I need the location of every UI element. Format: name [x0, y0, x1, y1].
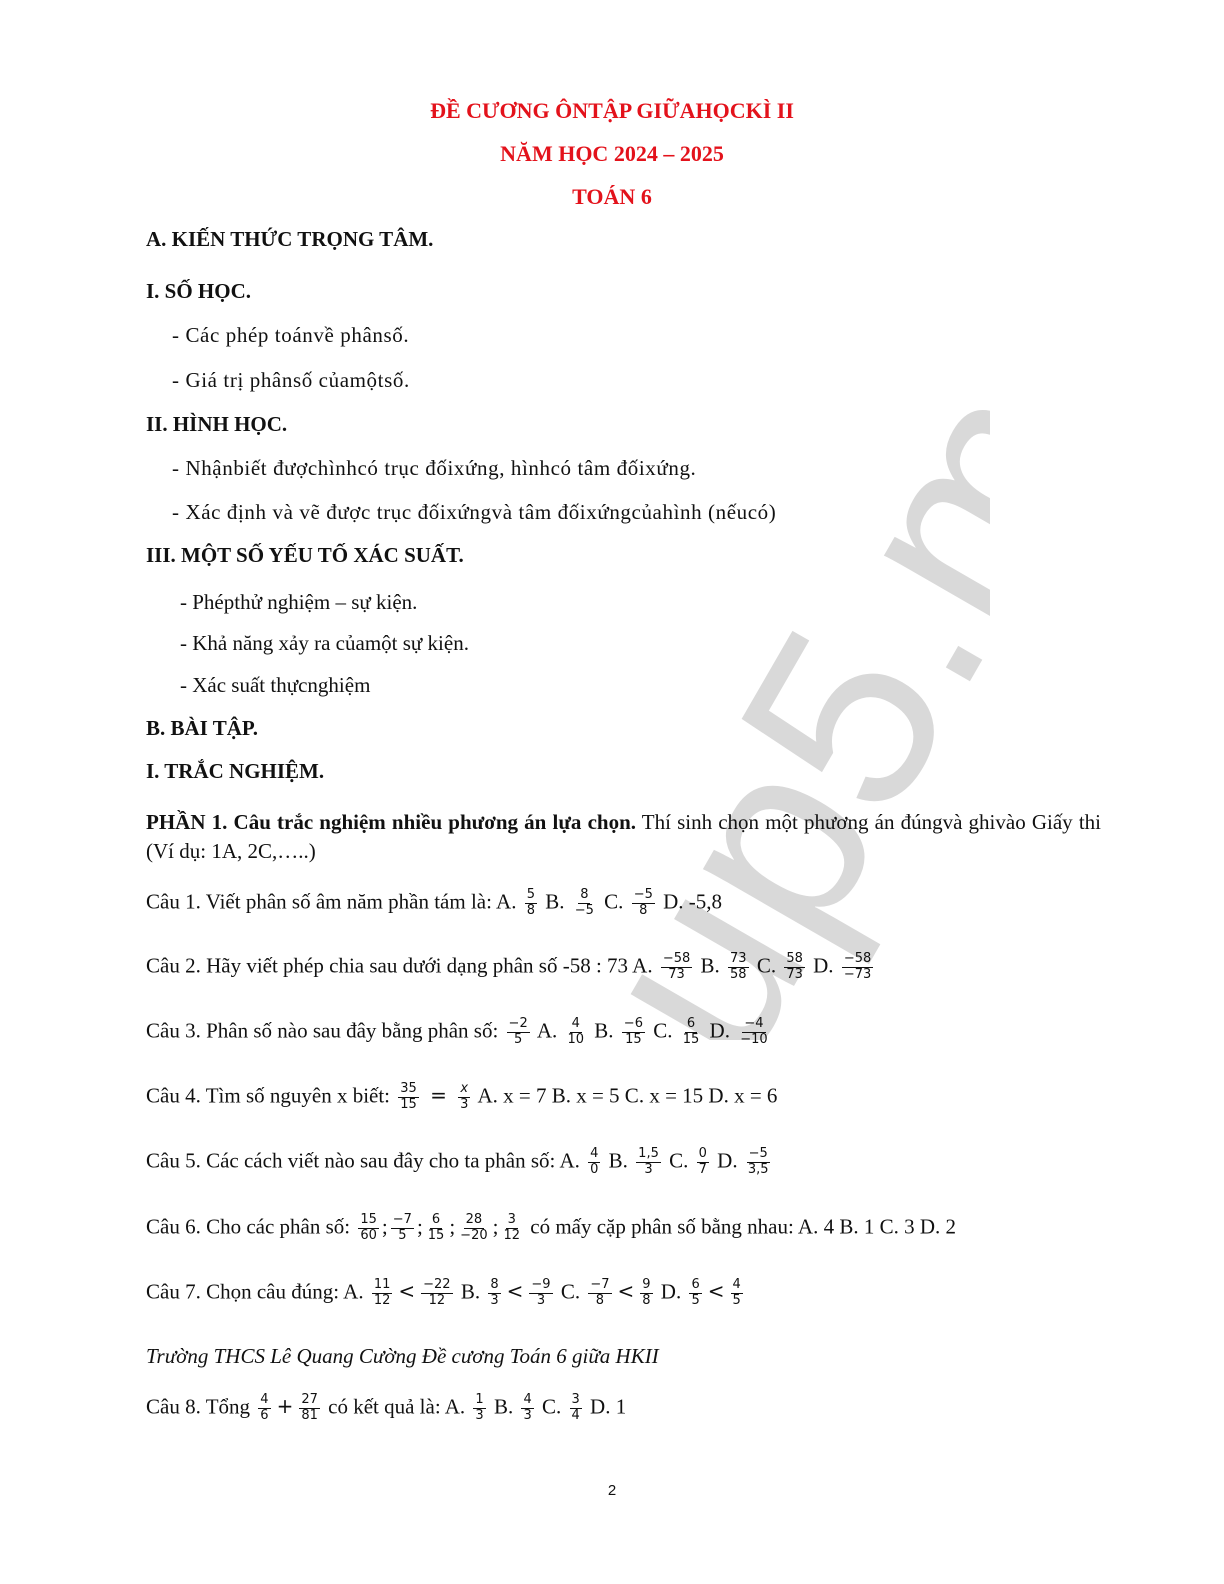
part1-heading: I. SỐ HỌC.	[146, 279, 252, 303]
separator: ;	[416, 1214, 423, 1239]
question-text: Câu 7. Chọn câu đúng: A.	[146, 1279, 364, 1304]
denominator: −73	[843, 966, 872, 982]
numerator: 4	[260, 1392, 269, 1407]
denominator: 3,5	[747, 1161, 769, 1177]
section-b-heading: B. BÀI TẬP.	[146, 716, 259, 740]
option-label: B.	[545, 889, 565, 914]
part2-item: - Nhậnbiết đượchìnhcó trục đốixứng, hìnhcó tâm đốixứng.	[172, 456, 697, 480]
less-than-sign: <	[707, 1279, 725, 1304]
denominator: 12	[373, 1292, 391, 1308]
option-text: D. -5,8	[663, 889, 723, 914]
fraction	[391, 1213, 414, 1244]
numerator: 4	[590, 1146, 599, 1161]
fraction	[622, 1017, 645, 1048]
option-label: C.	[604, 889, 624, 914]
option-label: D.	[709, 1018, 730, 1043]
less-than-sign: <	[506, 1279, 524, 1304]
denominator: 15	[682, 1031, 700, 1047]
fraction	[473, 1393, 485, 1424]
numerator: 15	[360, 1212, 377, 1227]
numerator: −7	[392, 1212, 412, 1227]
option-label: B.	[700, 953, 720, 978]
denominator: 12	[503, 1227, 520, 1243]
numerator: 8	[580, 887, 589, 902]
part1-instruction	[146, 808, 1101, 867]
denominator: 10	[567, 1031, 585, 1047]
denominator: 12	[428, 1292, 446, 1308]
watermark-text: up5.me	[538, 340, 990, 1040]
separator: ;	[492, 1214, 499, 1239]
fraction	[728, 952, 749, 983]
fraction	[636, 1147, 661, 1178]
separator: ;	[449, 1214, 456, 1239]
numerator: −5	[748, 1146, 768, 1161]
numerator: 11	[373, 1277, 391, 1292]
denominator: 60	[360, 1227, 377, 1243]
fraction	[565, 1017, 586, 1048]
page-number: 2	[607, 1482, 617, 1499]
numerator: 5	[526, 887, 535, 902]
fraction	[588, 1147, 600, 1178]
part3-item: - Khả năng xảy ra củamột sự kiện.	[180, 631, 469, 655]
fraction	[689, 1278, 701, 1309]
fraction	[738, 1017, 769, 1048]
denominator: 58	[730, 966, 747, 982]
numerator: 0	[698, 1146, 707, 1161]
option-label: C.	[560, 1279, 581, 1304]
question-2	[146, 952, 876, 983]
option-label: D.	[813, 953, 834, 978]
fraction	[507, 1017, 530, 1048]
denominator: 73	[786, 966, 803, 982]
question-3	[146, 1017, 773, 1048]
fraction	[521, 1393, 533, 1424]
option-text: D. 1	[590, 1394, 627, 1419]
numerator: 1,5	[638, 1146, 659, 1161]
denominator: 3	[644, 1161, 653, 1177]
denominator: 3	[475, 1407, 484, 1423]
question-7	[146, 1278, 746, 1309]
denominator: 3	[536, 1292, 546, 1308]
question-text: Câu 6. Cho các phân số:	[146, 1214, 351, 1239]
separator: ;	[381, 1214, 388, 1239]
question-tail: có mấy cặp phân số bằng nhau: A. 4 B. 1 C. 3 D. 2	[530, 1214, 957, 1239]
denominator: 7	[698, 1161, 707, 1177]
question-1	[146, 888, 722, 919]
numerator: 28	[465, 1212, 483, 1227]
numerator: −5	[633, 887, 653, 902]
fraction	[632, 888, 655, 919]
fraction	[573, 888, 596, 919]
option-label: D.	[717, 1148, 738, 1173]
numerator: −9	[531, 1277, 551, 1292]
option-label: C.	[669, 1148, 689, 1173]
denominator: 5	[398, 1227, 407, 1243]
numerator: 1	[475, 1392, 484, 1407]
less-than-sign: <	[398, 1279, 416, 1304]
fraction	[258, 1393, 270, 1424]
equals-sign: =	[430, 1083, 447, 1108]
numerator: −6	[623, 1016, 643, 1031]
part-instruction-text: Thí sinh chọn một phương án đúngvà ghivào Giấy thi (Ví dụ: 1A, 2C,…..)	[146, 810, 1101, 864]
fraction	[661, 952, 692, 983]
question-6	[146, 1213, 956, 1244]
numerator: 4	[732, 1277, 741, 1292]
option-label: B.	[608, 1148, 628, 1173]
fraction	[525, 888, 537, 919]
numerator: 3	[507, 1212, 516, 1227]
footer-note: Trường THCS Lê Quang Cường Đề cương Toán 6 giữa HKII	[146, 1344, 659, 1368]
question-4	[146, 1082, 777, 1113]
part3-item: - Xác suất thựcnghiệm	[180, 673, 371, 697]
part2-heading: II. HÌNH HỌC.	[146, 412, 288, 436]
section-a-heading: A. KIẾN THỨC TRỌNG TÂM.	[146, 227, 434, 251]
denominator: 5	[691, 1292, 700, 1308]
option-label: B.	[493, 1394, 514, 1419]
denominator: 3	[460, 1096, 469, 1112]
part3-heading: III. MỘT SỐ YẾU TỐ XÁC SUẤT.	[146, 543, 464, 567]
fraction	[488, 1278, 500, 1309]
fraction	[501, 1213, 522, 1244]
denominator: 5	[732, 1292, 741, 1308]
question-text: Câu 5. Các cách viết nào sau đây cho ta phân số: A.	[146, 1148, 580, 1173]
plus-sign: +	[276, 1394, 294, 1419]
doc-title-line2: NĂM HỌC 2024 – 2025	[500, 141, 724, 166]
fraction	[842, 952, 873, 983]
numerator: 4	[523, 1392, 532, 1407]
doc-title-line1: ĐỀ CƯƠNG ÔNTẬP GIỮAHỌCKÌ II	[430, 98, 794, 123]
question-text: Câu 1. Viết phân số âm năm phần tám là: A.	[146, 889, 522, 914]
fraction	[697, 1147, 709, 1178]
question-text: Câu 4. Tìm số nguyên x biết:	[146, 1083, 391, 1108]
fraction	[529, 1278, 552, 1309]
fraction	[458, 1082, 470, 1113]
question-text: Câu 8. Tổng	[146, 1394, 251, 1419]
question-5	[146, 1147, 774, 1178]
option-label: B.	[594, 1018, 614, 1043]
part-label: PHẦN 1. Câu trắc nghiệm nhiều phương án lựa chọn.	[146, 810, 637, 834]
numerator: 58	[786, 951, 803, 966]
denominator: 8	[595, 1292, 605, 1308]
denominator: 8	[642, 1292, 651, 1308]
option-label: B.	[460, 1279, 481, 1304]
part1-item: - Các phép toánvề phânsố.	[172, 323, 410, 347]
fraction	[421, 1278, 452, 1309]
fraction	[358, 1213, 379, 1244]
numerator: 6	[691, 1277, 700, 1292]
fraction	[731, 1278, 743, 1309]
numerator: −7	[590, 1277, 610, 1292]
numerator: −2	[508, 1016, 528, 1031]
numerator: 27	[301, 1392, 318, 1407]
numerator: 35	[400, 1081, 417, 1096]
denominator: 3	[490, 1292, 499, 1308]
denominator: 15	[427, 1227, 445, 1243]
denominator: 15	[625, 1031, 642, 1047]
denominator: −20	[460, 1227, 488, 1243]
question-text: Câu 2. Hãy viết phép chia sau dưới dạng phân số -58 : 73 A.	[146, 953, 653, 978]
option-label: C.	[542, 1394, 562, 1419]
options-text: A. x = 7 B. x = 5 C. x = 15 D. x = 6	[477, 1083, 778, 1108]
fraction	[570, 1393, 582, 1424]
denominator: 4	[571, 1407, 580, 1423]
fraction	[681, 1017, 702, 1048]
numerator: −22	[423, 1277, 451, 1292]
denominator: 8	[639, 902, 648, 918]
denominator: 81	[301, 1407, 318, 1423]
question-text: Câu 3. Phân số nào sau đây bằng phân số:	[146, 1018, 499, 1043]
fraction	[299, 1393, 320, 1424]
option-label: C.	[756, 953, 777, 978]
question-8	[146, 1393, 626, 1424]
part3-item: - Phépthử nghiệm – sự kiện.	[180, 590, 418, 614]
less-than-sign: <	[617, 1279, 635, 1304]
option-label: C.	[653, 1018, 673, 1043]
denominator: 3	[523, 1407, 532, 1423]
numerator: 9	[642, 1277, 651, 1292]
denominator: 15	[400, 1096, 417, 1112]
denominator: 8	[526, 902, 535, 918]
numerator: −58	[662, 951, 691, 966]
part2-item: - Xác định và vẽ được trục đốixứngvà tâm đốixứngcủahình (nếucó)	[172, 500, 777, 524]
numerator: −4	[744, 1016, 764, 1031]
denominator: 5	[513, 1031, 523, 1047]
fraction	[588, 1278, 611, 1309]
question-text: có kết quả là: A.	[328, 1394, 466, 1419]
denominator: −5	[574, 902, 594, 918]
option-label: A.	[536, 1018, 558, 1043]
fraction	[398, 1082, 419, 1113]
numerator: −58	[843, 951, 872, 966]
denominator: −10	[740, 1031, 768, 1047]
watermark	[270, 340, 990, 1043]
numerator: 3	[571, 1392, 580, 1407]
tracnghiem-heading: I. TRẮC NGHIỆM.	[146, 759, 325, 783]
option-label: D.	[660, 1279, 682, 1304]
fraction	[640, 1278, 652, 1309]
part1-item: - Giá trị phânsố củamộtsố.	[172, 368, 410, 392]
denominator: 6	[260, 1407, 269, 1423]
denominator: 0	[590, 1161, 599, 1177]
numerator: 4	[571, 1016, 580, 1031]
doc-title-line3: TOÁN 6	[572, 184, 652, 209]
denominator: 73	[668, 966, 685, 982]
fraction	[746, 1147, 771, 1178]
numerator: 6	[431, 1212, 441, 1227]
numerator: 6	[686, 1016, 696, 1031]
numerator: x	[460, 1081, 469, 1096]
fraction	[784, 952, 805, 983]
fraction	[426, 1213, 447, 1244]
fraction	[372, 1278, 393, 1309]
numerator: 73	[730, 951, 747, 966]
fraction	[458, 1213, 489, 1244]
numerator: 8	[490, 1277, 499, 1292]
